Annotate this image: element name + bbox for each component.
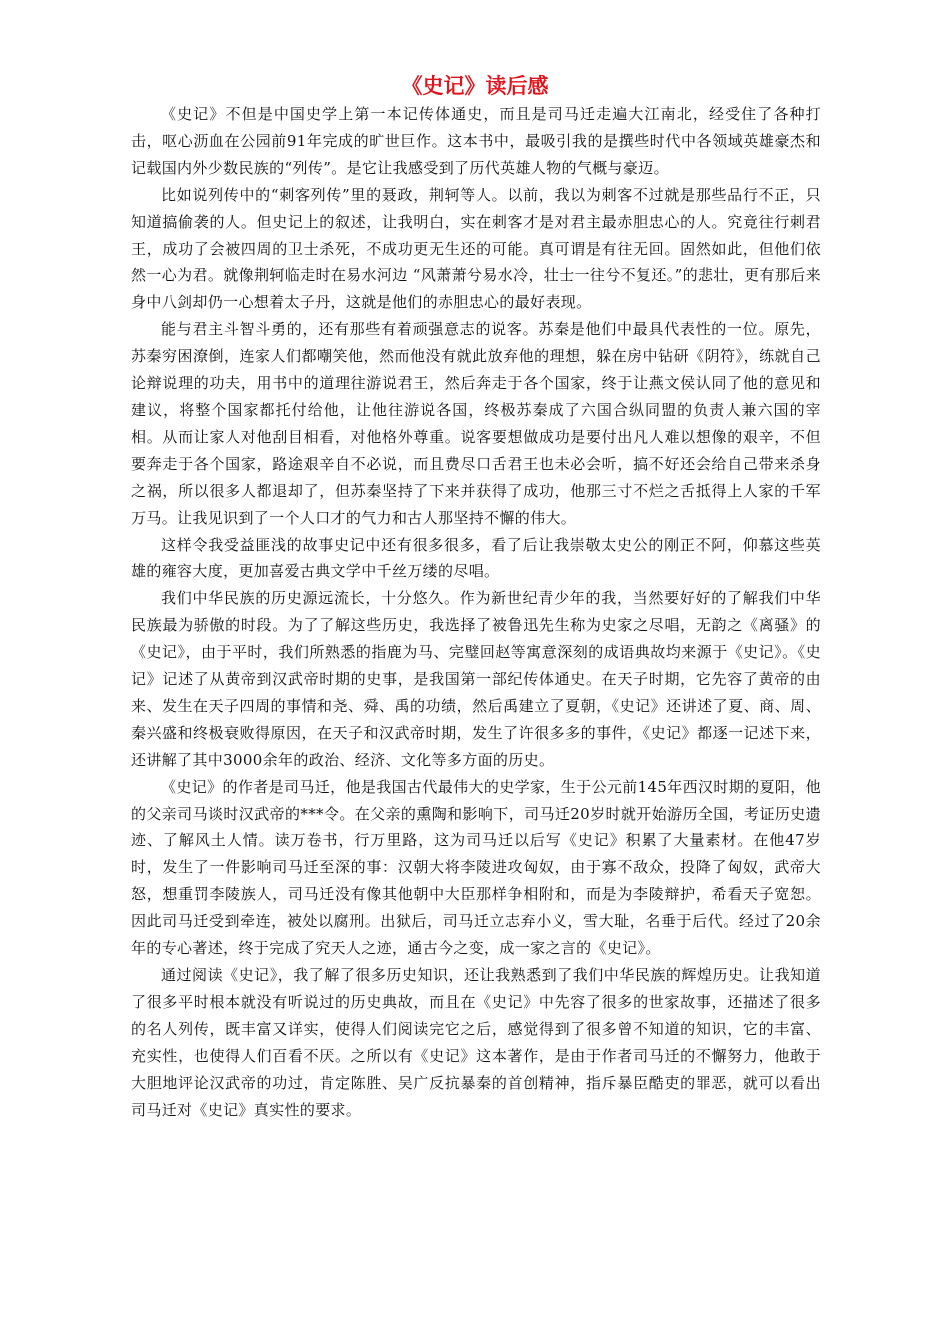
paragraph: 通过阅读《史记》，我了解了很多历史知识，还让我熟悉到了我们中华民族的辉煌历史。让我知道了很多平时根本就没有听说过的历史典故，而且在《史记》中先容了很多的世家故事，还描述了很多的名人列传，既丰富又详实，使得人们阅读完它之后，感觉得到了很多曾不知道的知识，它的丰富、充实性，也使得人们百看不厌。之所以有《史记》这本著作，是由于作者司马迁的不懈努力，他敢于大胆地评论汉武帝的功过，肯定陈胜、吴广反抗暴秦的首创精神，指斥暴臣酷吏的罪恶，就可以看出司马迁对《史记》真实性的要求。 — [131, 966, 821, 1119]
paragraph: 我们中华民族的历史源远流长，十分悠久。作为新世纪青少年的我，当然要好好的了解我们中华民族最为骄傲的时段。为了了解这些历史，我选择了被鲁迅先生称为史家之尽唱，无韵之《离骚》的《史记》，由于平时，我们所熟悉的指鹿为马、完璧回赵等寓意深刻的成语典故均来源于《史记》。《史记》记述了从黄帝到汉武帝时期的史事，是我国第一部纪传体通史。在天子时期，它先容了黄帝的由来、发生在天子四周的事情和尧、舜、禹的功绩，然后禹建立了夏朝，《史记》还讲述了夏、商、周、秦兴盛和终极衰败得原因，在天子和汉武帝时期，发生了许很多多的事件，《史记》都逐一记述下来，还讲解了其中3000余年的政治、经济、文化等多方面的历史。 — [131, 589, 821, 769]
paragraph: 《史记》的作者是司马迁，他是我国古代最伟大的史学家，生于公元前145年西汉时期的夏阳，他的父亲司马谈时汉武帝的***令。在父亲的熏陶和影响下，司马迁20岁时就开始游历全国，考证历史遗迹、了解风土人情。读万卷书，行万里路，这为司马迁以后写《史记》积累了大量素材。在他47岁时，发生了一件影响司马迁至深的事：汉朝大将李陵进攻匈奴，由于寡不敌众，投降了匈奴，武帝大怒，想重罚李陵族人，司马迁没有像其他朝中大臣那样争相附和，而是为李陵辩护，希看天子宽恕。因此司马迁受到牵连，被处以腐刑。出狱后，司马迁立志弃小义，雪大耻，名垂于后代。经过了20余年的专心著述，终于完成了究天人之迹，通古今之变，成一家之言的《史记》。 — [131, 777, 821, 958]
document-body — [131, 101, 821, 1123]
document-title: 《史记》读后感 — [401, 73, 549, 98]
paragraph: 《史记》不但是中国史学上第一本记传体通史，而且是司马迁走遍大江南北，经受住了各种打击，呕心沥血在公园前91年完成的旷世巨作。这本书中，最吸引我的是撰些时代中各领域英雄豪杰和记载国内外少数民族的“列传”。是它让我感受到了历代英雄人物的气概与豪迈。 — [131, 105, 821, 177]
paragraph: 这样令我受益匪浅的故事史记中还有很多很多，看了后让我崇敬太史公的刚正不阿，仰慕这些英雄的雍容大度，更加喜爱古典文学中千丝万缕的尽唱。 — [131, 535, 821, 581]
paragraph: 比如说列传中的“刺客列传”里的聂政，荆轲等人。以前，我以为刺客不过就是那些品行不正，只知道搞偷袭的人。但史记上的叙述，让我明白，实在刺客才是对君主最赤胆忠心的人。究竟往行刺君王，成功了会被四周的卫士杀死，不成功更无生还的可能。真可谓是有往无回。固然如此，但他们依然一心为君。就像荆轲临走时在易水河边 “风萧萧兮易水冷，壮士一往兮不复还。”的悲壮，更有那后来身中八剑却仍一心想着太子丹，这就是他们的赤胆忠心的最好表现。 — [131, 185, 821, 312]
paragraph: 能与君主斗智斗勇的，还有那些有着顽强意志的说客。苏秦是他们中最具代表性的一位。原先，苏秦穷困潦倒，连家人们都嘲笑他，然而他没有就此放弃他的理想，躲在房中钻研《阴符》，练就自己论辩说理的功夫，用书中的道理往游说君王，然后奔走于各个国家，终于让燕文侯认同了他的意见和建议，将整个国家都托付给他，让他往游说各国，终极苏秦成了六国合纵同盟的负责人兼六国的宰相。从而让家人对他刮目相看，对他格外尊重。说客要想做成功是要付出凡人难以想像的艰辛，不但要奔走于各个国家，路途艰辛自不必说，而且费尽口舌君王也未必会听，搞不好还会给自己带来杀身之祸，所以很多人都退却了，但苏秦坚持了下来并获得了成功，他那三寸不烂之舌抵得上人家的千军万马。让我见识到了一个人口才的气力和古人那坚持不懈的伟大。 — [131, 320, 821, 527]
